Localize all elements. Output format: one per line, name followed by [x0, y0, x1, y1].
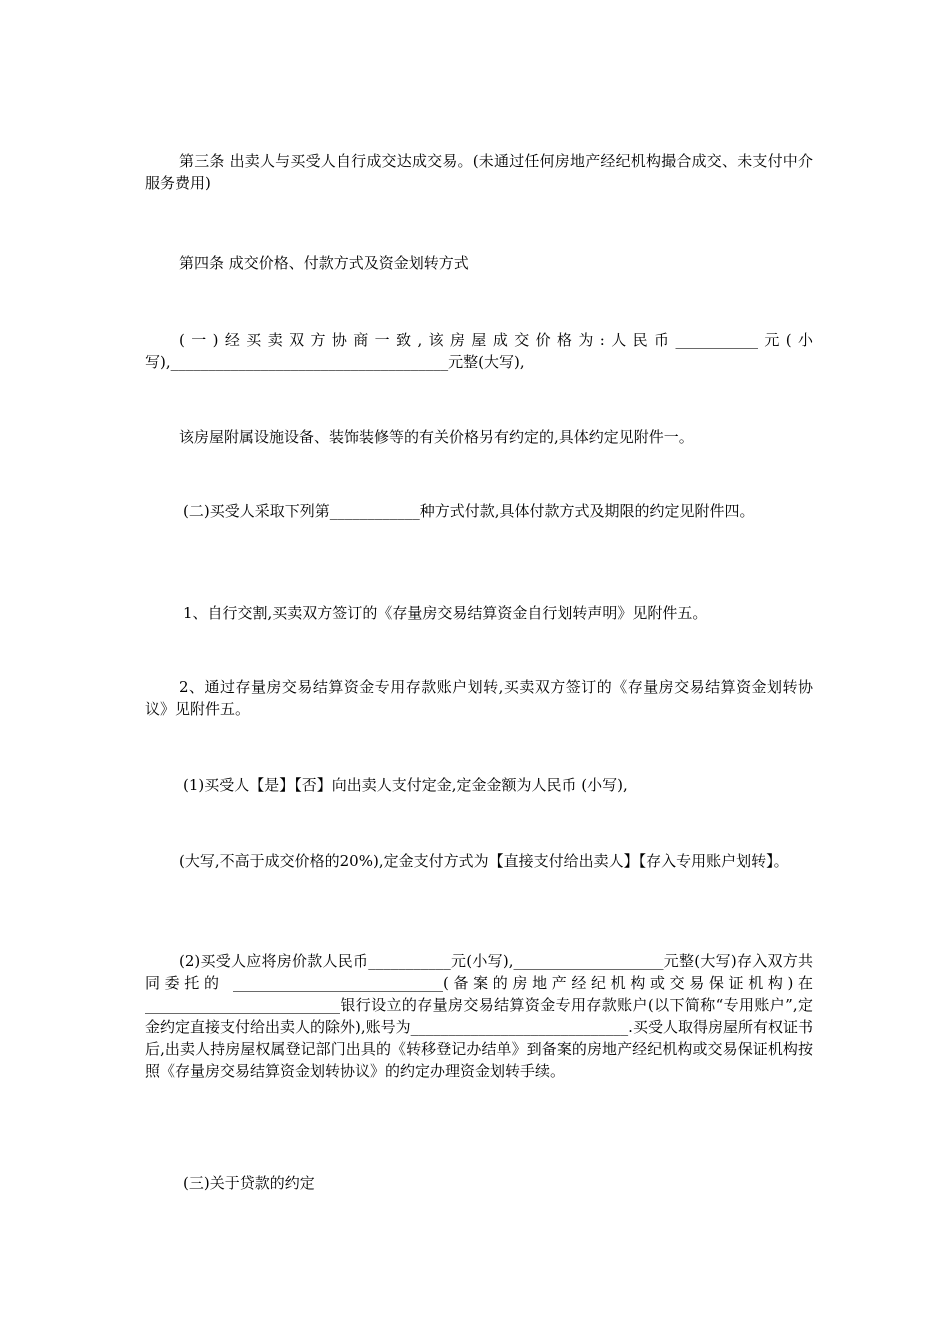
- loan-clause-heading: (三)关于贷款的约定: [183, 1174, 315, 1192]
- deposit-uppercase-paragraph: (大写,不高于成交价格的20%),定金支付方式为【直接支付给出卖人】【存入专用账户划转】。: [179, 852, 789, 870]
- price-clause-paragraph: (一)经买卖双方协商一致,该房屋成交价格为:人民币___________元(小 写),_____________________________________元整(大写),: [145, 331, 813, 371]
- escrow-account-paragraph: 2、通过存量房交易结算资金专用存款账户划转,买卖双方签订的《存量房交易结算资金划转协议》见附件五。: [145, 678, 813, 718]
- payment-method-paragraph: (二)买受人采取下列第____________种方式付款,具体付款方式及期限的约定见附件四。: [183, 502, 755, 520]
- article-3-paragraph: 第三条 出卖人与买受人自行成交达成交易。(未通过任何房地产经纪机构撮合成交、未支付中介服务费用): [145, 152, 813, 192]
- escrow-transfer-paragraph: (2)买受人应将房价款人民币___________元(小写),____________________元整(大写)存入双方共同委托的 ____________________________(备案的房地产经纪机构或交易保证机构)在 __________________________银行设立的存量房交易结算资金专用存款账户(以下简称“专用账户”,定金约定直接支付给出卖人的除外),账号为_____________________________.买受人取得房屋所有权证书后,出卖人持房屋权属登记部门出具的《转移登记办结单》到备案的房地产经纪机构或交易保证机构按照《存量房交易结算资金划转协议》的约定办理资金划转手续。: [145, 952, 813, 1080]
- self-settlement-paragraph: 1、自行交割,买卖双方签订的《存量房交易结算资金自行划转声明》见附件五。: [183, 604, 708, 622]
- article-4-heading: 第四条 成交价格、付款方式及资金划转方式: [179, 254, 469, 272]
- deposit-paragraph: (1)买受人【是】【否】向出卖人支付定金,定金金额为人民币 (小写),: [183, 776, 628, 794]
- fixtures-price-paragraph: 该房屋附属设施设备、装饰装修等的有关价格另有约定的,具体约定见附件一。: [179, 428, 694, 446]
